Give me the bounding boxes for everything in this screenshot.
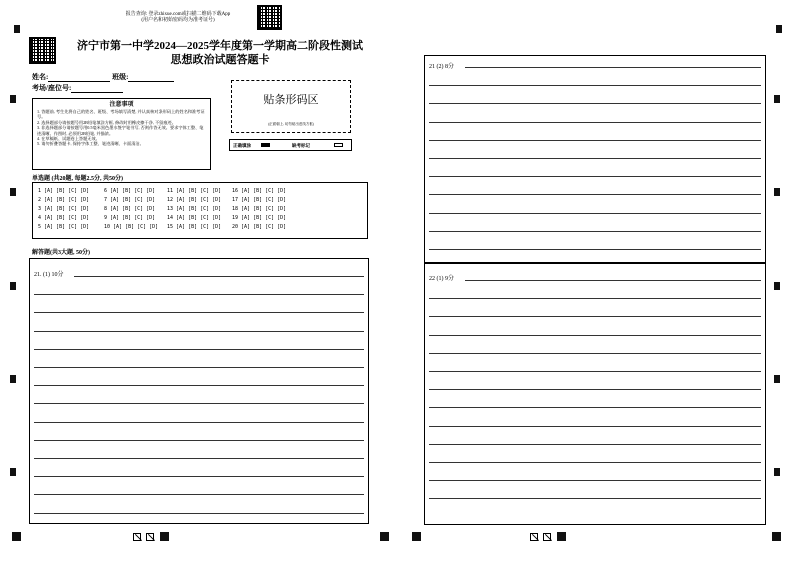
name-field[interactable] [48, 74, 110, 82]
answer-line[interactable] [465, 67, 761, 68]
mc-question[interactable]: 6 [A] [B] [C] [D] [104, 188, 156, 194]
title-line-1: 济宁市第一中学2024—2025学年度第一学期高二阶段性测试 [77, 40, 363, 52]
mc-question[interactable]: 2 [A] [B] [C] [D] [38, 197, 90, 203]
answer-line[interactable] [429, 140, 761, 141]
answer-line[interactable] [429, 389, 761, 390]
alignment-mark [10, 375, 16, 383]
answer-line[interactable] [429, 480, 761, 481]
page-code-box [543, 533, 551, 541]
note-item: 3. 非选择题部分请按题号用0.5毫米黑色墨水签字笔书写, 否则作答无效。要求字体工整、笔迹清晰。作图时, 必须用2B铅笔, 并描浓。 [37, 125, 204, 136]
class-field[interactable] [128, 74, 174, 82]
mc-column-2[interactable] [104, 187, 158, 232]
mc-column-1[interactable] [38, 187, 89, 232]
name-class-row [32, 72, 174, 82]
barcode-note: (正面朝上, 切勿贴出虚线方框) [267, 122, 315, 126]
class-label: 班级: [112, 73, 129, 81]
answer-line[interactable] [429, 426, 761, 427]
answer-line[interactable] [34, 331, 364, 332]
answer-line[interactable] [34, 312, 364, 313]
mc-question[interactable]: 7 [A] [B] [C] [D] [104, 197, 156, 203]
answer-line[interactable] [34, 422, 364, 423]
answer-line[interactable] [429, 335, 761, 336]
exam-seat-row [32, 83, 123, 93]
answer-line[interactable] [34, 403, 364, 404]
alignment-mark [10, 282, 16, 290]
page-code-fill [160, 532, 169, 541]
alignment-mark [10, 468, 16, 476]
alignment-mark [774, 375, 780, 383]
page-code-box [530, 533, 538, 541]
answer-line[interactable] [34, 458, 364, 459]
correct-fill-label: 正确填涂 [233, 143, 251, 148]
answer-line[interactable] [429, 249, 761, 250]
mc-question[interactable]: 4 [A] [B] [C] [D] [38, 215, 90, 221]
alignment-mark [776, 25, 782, 33]
barcode-area [231, 80, 351, 133]
answer-line[interactable] [34, 513, 364, 514]
mc-question[interactable]: 9 [A] [B] [C] [D] [104, 215, 156, 221]
answer-line[interactable] [34, 385, 364, 386]
answer-box-22-1[interactable] [424, 263, 766, 525]
answer-line[interactable] [465, 280, 761, 281]
answer-line[interactable] [429, 158, 761, 159]
corner-mark [12, 532, 21, 541]
mc-question[interactable]: 15 [A] [B] [C] [D] [167, 224, 222, 230]
exam-qr-code [29, 37, 56, 64]
mc-question[interactable]: 10 [A] [B] [C] [D] [104, 224, 159, 230]
answer-line[interactable] [34, 476, 364, 477]
mc-question[interactable]: 5 [A] [B] [C] [D] [38, 224, 90, 230]
barcode-title: 贴条形码区 [263, 94, 319, 106]
answer-line[interactable] [429, 213, 761, 214]
fill-example-box [229, 139, 352, 151]
question-label-21-1: 21. (1) 10分 [34, 272, 64, 278]
correct-fill-sample [261, 143, 270, 147]
title-line-2: 思想政治试题答题卡 [170, 54, 270, 66]
corner-mark [412, 532, 421, 541]
mc-question[interactable]: 1 [A] [B] [C] [D] [38, 188, 90, 194]
answer-line[interactable] [429, 176, 761, 177]
mc-question[interactable]: 13 [A] [B] [C] [D] [167, 206, 222, 212]
answer-line[interactable] [34, 494, 364, 495]
alignment-mark [10, 95, 16, 103]
notice-line-2: (用户名和初始密码均为准考证号) [141, 18, 215, 23]
answer-line[interactable] [429, 194, 761, 195]
alignment-mark [10, 188, 16, 196]
mc-question[interactable]: 18 [A] [B] [C] [D] [232, 206, 287, 212]
corner-mark [380, 532, 389, 541]
notes-box [32, 98, 211, 170]
answer-line[interactable] [429, 462, 761, 463]
answer-line[interactable] [34, 367, 364, 368]
mc-answer-box [32, 182, 368, 239]
alignment-mark [774, 95, 780, 103]
answer-line[interactable] [34, 349, 364, 350]
note-item: 2. 选择题部分请按题号用2B铅笔填涂方框, 修改时用橡皮擦干净, 不留痕迹。 [37, 119, 176, 125]
mc-question[interactable]: 3 [A] [B] [C] [D] [38, 206, 90, 212]
mc-question[interactable]: 17 [A] [B] [C] [D] [232, 197, 287, 203]
mc-section-title: 单选题 (共20题, 每题2.5分, 共50分) [32, 176, 123, 182]
answer-line[interactable] [429, 103, 761, 104]
question-label-21-2: 21 (2) 8分 [429, 64, 454, 70]
answer-line[interactable] [429, 407, 761, 408]
answer-line[interactable] [429, 316, 761, 317]
page-code-box [146, 533, 154, 541]
exam-seat-label: 考场/座位号: [32, 84, 72, 92]
question-label-22-1: 22 (1) 9分 [429, 276, 454, 282]
answer-line[interactable] [34, 294, 364, 295]
note-item: 5. 请勿折叠答题卡, 保持字体工整、笔迹清晰、卡面清洁。 [37, 141, 144, 147]
answer-box-21-1[interactable] [29, 258, 369, 524]
answer-line[interactable] [429, 122, 761, 123]
notes-title: 注意事项 [109, 102, 134, 108]
mc-question[interactable]: 11 [A] [B] [C] [D] [167, 188, 222, 194]
absent-mark-box[interactable] [334, 143, 343, 147]
note-item: 4. 在草稿纸、试题卷上答题无效。 [37, 136, 100, 142]
app-qr-code [257, 5, 282, 30]
answer-line[interactable] [429, 353, 761, 354]
exam-seat-field[interactable] [71, 85, 123, 93]
mc-question[interactable]: 19 [A] [B] [C] [D] [232, 215, 287, 221]
alignment-mark [774, 468, 780, 476]
mc-column-4[interactable] [232, 187, 286, 232]
answer-line[interactable] [429, 371, 761, 372]
answer-line[interactable] [429, 231, 761, 232]
absent-mark-label: 缺考标记 [292, 143, 310, 148]
report-query-notice [108, 12, 248, 24]
answer-line[interactable] [34, 440, 364, 441]
mc-column-3[interactable] [167, 187, 221, 232]
answer-line[interactable] [429, 85, 761, 86]
mc-question[interactable]: 8 [A] [B] [C] [D] [104, 206, 156, 212]
mc-question[interactable]: 12 [A] [B] [C] [D] [167, 197, 222, 203]
corner-mark [772, 532, 781, 541]
page-code-box [133, 533, 141, 541]
essay-section-title: 解答题(共3大题, 50分) [32, 250, 90, 256]
mc-question[interactable]: 14 [A] [B] [C] [D] [167, 215, 222, 221]
alignment-mark [774, 188, 780, 196]
notice-line-1: 报告查询: 登录zhixue.com或扫描二维码下载App [125, 12, 231, 17]
alignment-mark [14, 25, 20, 33]
answer-line[interactable] [429, 498, 761, 499]
name-label: 姓名: [32, 73, 49, 81]
answer-line[interactable] [429, 298, 761, 299]
answer-line[interactable] [74, 276, 364, 277]
page-title [60, 39, 380, 67]
answer-box-21-2[interactable] [424, 55, 766, 263]
mc-question[interactable]: 16 [A] [B] [C] [D] [232, 188, 287, 194]
alignment-mark [774, 282, 780, 290]
answer-line[interactable] [429, 444, 761, 445]
page-code-fill [557, 532, 566, 541]
note-item: 1. 答题前, 考生先将自己的姓名、班级、考场填写清楚, 并认真核对条形码上的姓名和准考证号。 [37, 109, 205, 120]
mc-question[interactable]: 20 [A] [B] [C] [D] [232, 224, 287, 230]
